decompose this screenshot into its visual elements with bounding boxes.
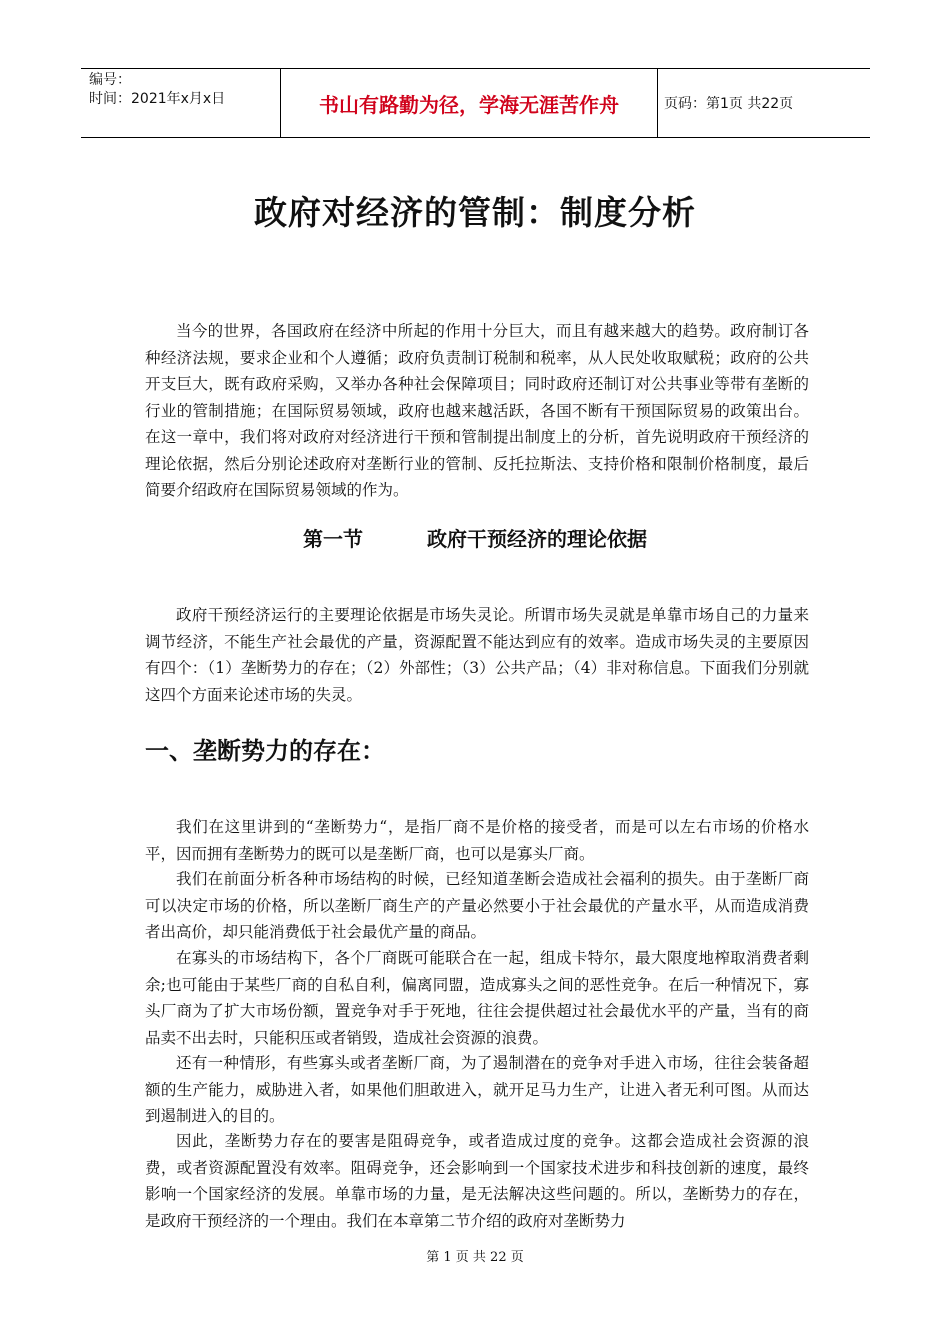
section-intro-paragraph: 政府干预经济运行的主要理论依据是市场失灵论。所谓市场失灵就是单靠市场自己的力量来调节经济，不能生产社会最优的产量，资源配置不能达到应有的效率。造成市场失灵的主要原因有四个：（1）垄断势力的存在；（2）外部性；（3）公共产品；（4）非对称信息。下面我们分别就这四个方面来论述市场的失灵。 (145, 606, 809, 704)
body-paragraph: 我们在这里讲到的“垄断势力“，是指厂商不是价格的接受者，而是可以左右市场的价格水平，因而拥有垄断势力的既可以是垄断厂商，也可以是寡头厂商。 (145, 818, 809, 863)
body-paragraph: 在寡头的市场结构下，各个厂商既可能联合在一起，组成卡特尔，最大限度地榨取消费者剩余;也可能由于某些厂商的自私自利，偏离同盟，造成寡头之间的恶性竞争。在后一种情况下，寡头厂商为了扩大市场份额，置竞争对手于死地，往往会提供超过社会最优水平的产量，当有的商品卖不出去时，只能积压或者销毁，造成社会资源的浪费。 (145, 949, 809, 1047)
section-number: 第一节 (303, 527, 363, 551)
page-footer: 第 1 页 共 22 页 (426, 1250, 524, 1265)
section-title: 政府干预经济的理论依据 (427, 527, 647, 551)
header-page-info: 页码：第1页 共22页 (664, 96, 794, 112)
document-number-label: 编号： (89, 72, 131, 88)
header-meta (81, 69, 281, 137)
body-paragraph: 还有一种情形，有些寡头或者垄断厂商，为了遏制潜在的竞争对手进入市场，往往会装备超额的生产能力，威胁进入者，如果他们胆敢进入，就开足马力生产，让进入者无利可图。从而达到遏制进入的目的。 (145, 1054, 809, 1125)
section-heading (0, 524, 950, 554)
intro-paragraph: 当今的世界，各国政府在经济中所起的作用十分巨大，而且有越来越大的趋势。政府制订各种经济法规，要求企业和个人遵循；政府负责制订税制和税率，从人民处收取赋税；政府的公共开支巨大，既有政府采购，又举办各种社会保障项目；同时政府还制订对公共事业等带有垄断的行业的管制措施；在国际贸易领域，政府也越来越活跃，各国不断有干预国际贸易的政策出台。在这一章中，我们将对政府对经济进行干预和管制提出制度上的分析，首先说明政府干预经济的理论依据，然后分别论述政府对垄断行业的管制、反托拉斯法、支持价格和限制价格制度，最后简要介绍政府在国际贸易领域的作为。 (145, 322, 809, 499)
body-paragraph: 我们在前面分析各种市场结构的时候，已经知道垄断会造成社会福利的损失。由于垄断厂商可以决定市场的价格，所以垄断厂商生产的产量必然要小于社会最优的产量水平，从而造成消费者出高价，却只能消费低于社会最优产量的商品。 (145, 870, 809, 941)
document-time-label: 时间：2021年x月x日 (89, 91, 226, 107)
document-title: 政府对经济的管制：制度分析 (254, 193, 696, 232)
header-motto: 书山有路勤为径，学海无涯苦作舟 (281, 69, 658, 137)
page-header (81, 68, 870, 138)
subsection-heading: 一、垄断势力的存在： (145, 737, 385, 765)
body-paragraph: 因此，垄断势力存在的要害是阻碍竞争，或者造成过度的竞争。这都会造成社会资源的浪费，或者资源配置没有效率。阻碍竞争，还会影响到一个国家技术进步和科技创新的速度，最终影响一个国家经济的发展。单靠市场的力量，是无法解决这些问题的。所以，垄断势力的存在，是政府干预经济的一个理由。我们在本章第二节介绍的政府对垄断势力 (145, 1132, 809, 1230)
